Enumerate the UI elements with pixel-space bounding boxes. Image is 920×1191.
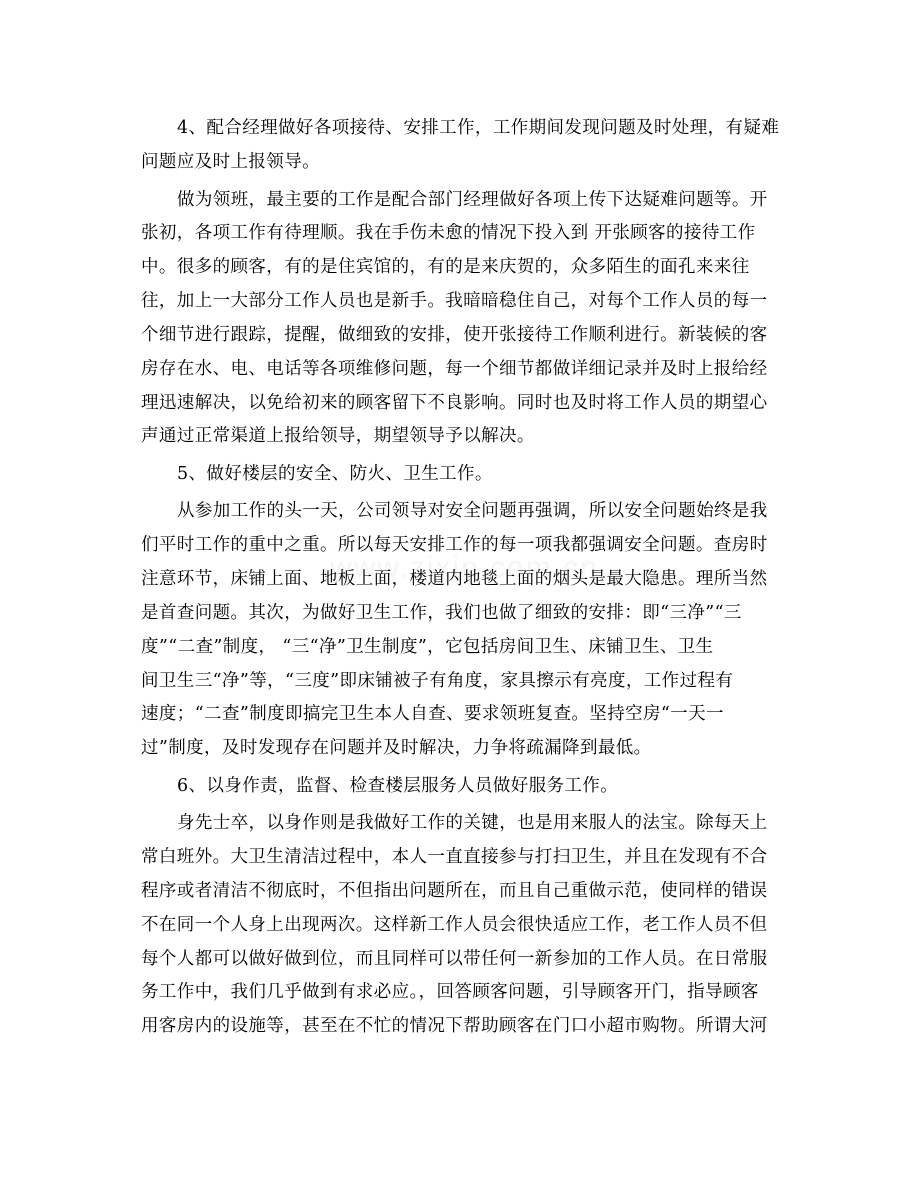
text-line: 是首查问题。其次，为做好卫生工作，我们也做了细致的安排：即“三净”“三 [141,603,742,623]
text-line: 张初，各项工作有待理顺。我在手伤未愈的情况下投入到 开张顾客的接待工作 [141,223,756,243]
text-line: 过”制度，及时发现存在问题并及时解决，力争将疏漏降到最低。 [141,738,652,758]
text-line: 理迅速解决，以免给初来的顾客留下不良影响。同时也及时将工作人员的期望心 [141,393,768,413]
text-line: 程序或者清洁不彻底时，不但指出问题所在，而且自己重做示范，使同样的错误 [141,881,768,901]
section-heading: 5、做好楼层的安全、防火、卫生工作。 [177,464,493,484]
text-line: 4、配合经理做好各项接待、安排工作，工作期间发现问题及时处理，有疑难 [177,118,780,138]
text-line: 房存在水、电、电话等各项维修问题，每一个细节都做详细记录并及时上报给经 [141,359,768,379]
text-line: 个细节进行跟踪，提醒，做细致的安排，使开张接待工作顺利进行。新装候的客 [141,325,768,345]
text-line: 往，加上一大部分工作人员也是新手。我暗暗稳住自己，对每个工作人员的每一 [141,291,768,311]
text-line: 间卫生三“净”等，“三度”即床铺被子有角度，家具擦示有亮度，工作过程有 [141,671,734,691]
section-heading: 6、以身作责，监督、检查楼层服务人员做好服务工作。 [177,776,619,796]
text-line: 速度；“二查”制度即搞完卫生本人自查、要求领班复查。坚持空房“一天一 [141,704,724,724]
text-line: 声通过正常渠道上报给领导，期望领导予以解决。 [141,426,535,446]
text-line: 做为领班，最主要的工作是配合部门经理做好各项上传下达疑难问题等。开 [177,190,768,210]
text-line: 问题应及时上报领导。 [141,152,320,172]
text-line: 务工作中，我们几乎做到有求必应。，回答顾客问题，引导顾客开门，指导顾客 [141,982,759,1002]
text-line: 们平时工作的重中之重。所以每天安排工作的每一项我都强调安全问题。查房时 [141,535,768,555]
text-line: 注意环节，床铺上面、地板上面，楼道内地毯上面的烟头是最大隐患。理所当然 [141,569,768,589]
text-line: 度”“二查”制度， “三“净”卫生制度”，它包括房间卫生、床铺卫生、卫生 [141,637,714,657]
text-line: 不在同一个人身上出现两次。这样新工作人员会很快适应工作，老工作人员不但 [141,915,768,935]
text-line: 身先士卒，以身作则是我做好工作的关键，也是用来服人的法宝。除每天上 [177,813,768,833]
text-line: 每个人都可以做好做到位，而且同样可以带任何一新参加的工作人员。在日常服 [141,949,768,969]
text-line: 常白班外。大卫生清洁过程中，本人一直直接参与打扫卫生，并且在发现有不合 [141,847,768,867]
text-line: 用客房内的设施等，甚至在不忙的情况下帮助顾客在门口小超市购物。所谓大河 [141,1016,768,1036]
text-line: 从参加工作的头一天，公司领导对安全问题再强调，所以安全问题始终是我 [177,501,768,521]
text-line: 中。很多的顾客，有的是住宾馆的，有的是来庆贺的，众多陌生的面孔来来往 [141,257,750,277]
